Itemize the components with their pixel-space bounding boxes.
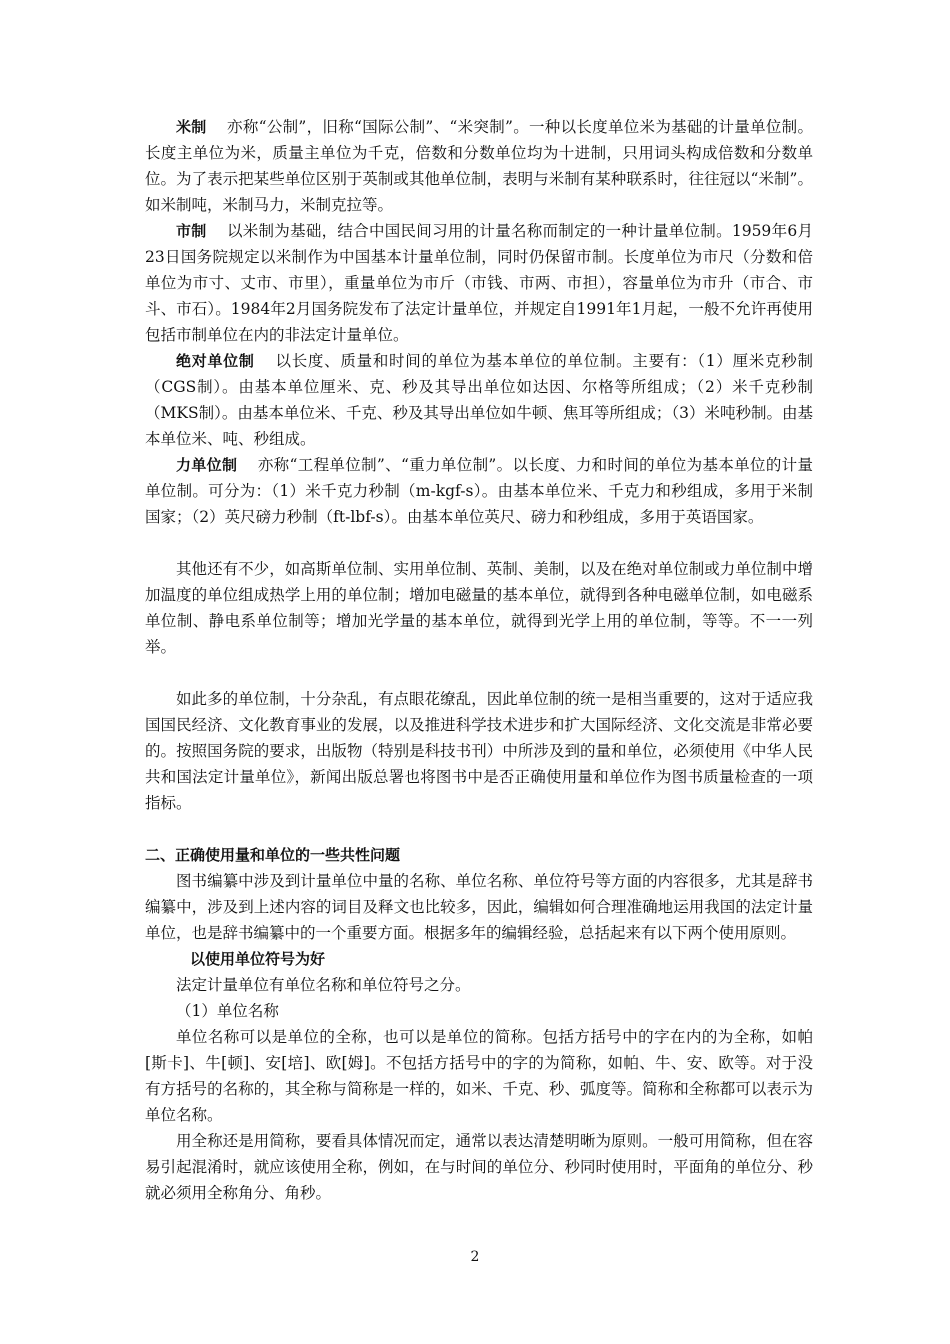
page-number: 2 (470, 1249, 480, 1265)
definition-market-system: 以米制为基础，结合中国民间习用的计量名称而制定的一种计量单位制。1959年6月23日国务院规定以米制作为中国基本计量单位制，同时仍保留市制。长度单位为市尺（分数和倍单位为市寸、丈市、市里），重量单位为市斤（市钱、市两、市担），容量单位为市升（市合、市斗、市石）。1984年2月国务院发布了法定计量单位，并规定自1991年1月起，一般不允许再使用包括市制单位在内的非法定计量单位。 (145, 222, 813, 344)
paragraph-force-system (145, 452, 813, 530)
paragraph-unit-names: 单位名称可以是单位的全称，也可以是单位的简称。包括方括号中的字在内的为全称，如帕[斯卡]、牛[顿]、安[培]、欧[姆]。不包括方括号中的字的为简称，如帕、牛、安、欧等。对于没有方括号的名称的，其全称与简称是一样的，如米、千克、秒、弧度等。简称和全称都可以表示为单位名称。 (145, 1028, 813, 1124)
paragraph-absolute-system (145, 348, 813, 452)
spacer (145, 530, 813, 556)
paragraph-full-or-short: 用全称还是用简称，要看具体情况而定，通常以表达清楚明晰为原则。一般可用简称，但在容易引起混淆时，就应该使用全称，例如，在与时间的单位分、秒同时使用时，平面角的单位分、秒就必须用全称角分、角秒。 (145, 1132, 813, 1202)
paragraph-unification: 如此多的单位制，十分杂乱，有点眼花缭乱，因此单位制的统一是相当重要的，这对于适应我国国民经济、文化教育事业的发展，以及推进科学技术进步和扩大国际经济、文化交流是非常必要的。按照国务院的要求，出版物（特别是科技书刊）中所涉及到的量和单位，必须使用《中华人民共和国法定计量单位》，新闻出版总署也将图书中是否正确使用量和单位作为图书质量检查的一项指标。 (145, 690, 813, 812)
definition-metric-system: 亦称“公制”，旧称“国际公制”、“米突制”。一种以长度单位米为基础的计量单位制。长度主单位为米，质量主单位为千克，倍数和分数单位均为十进制，只用词头构成倍数和分数单位。为了表示把某些单位区别于英制或其他单位制，表明与米制有某种联系时，往往冠以“米制”。如米制吨，米制马力，米制克拉等。 (145, 118, 813, 214)
list-item-unit-names: （1）单位名称 (176, 1002, 279, 1020)
term-metric-system: 米制 (176, 118, 207, 136)
section-heading-2: 二、正确使用量和单位的一些共性问题 (145, 846, 401, 864)
paragraph-other-systems: 其他还有不少，如高斯单位制、实用单位制、英制、美制，以及在绝对单位制或力单位制中增加温度的单位组成热学上用的单位制；增加电磁量的基本单位，就得到各种电磁单位制，如电磁系单位制、静电系单位制等；增加光学量的基本单位，就得到光学上用的单位制，等等。不一一列举。 (145, 560, 813, 656)
document-body (145, 114, 813, 1206)
term-force-system: 力单位制 (176, 456, 238, 474)
definition-absolute-system: 以长度、质量和时间的单位为基本单位的单位制。主要有：（1）厘米克秒制（CGS制）。由基本单位厘米、克、秒及其导出单位如达因、尔格等所组成；（2）米千克秒制（MKS制）。由基本单位米、千克、秒及其导出单位如牛顿、焦耳等所组成；（3）米吨秒制。由基本单位米、吨、秒组成。 (145, 352, 813, 448)
paragraph-legal-units: 法定计量单位有单位名称和单位符号之分。 (176, 976, 471, 994)
paragraph-intro: 图书编纂中涉及到计量单位中量的名称、单位名称、单位符号等方面的内容很多，尤其是辞书编纂中，涉及到上述内容的词目及释文也比较多，因此，编辑如何合理准确地运用我国的法定计量单位，也是辞书编纂中的一个重要方面。根据多年的编辑经验，总括起来有以下两个使用原则。 (145, 872, 813, 942)
term-absolute-system: 绝对单位制 (176, 352, 255, 370)
spacer (145, 816, 813, 842)
paragraph-metric-system (145, 114, 813, 218)
subheading-unit-symbols: 以使用单位符号为好 (190, 950, 326, 968)
term-market-system: 市制 (176, 222, 207, 240)
definition-force-system: 亦称“工程单位制”、“重力单位制”。以长度、力和时间的单位为基本单位的计量单位制。可分为：（1）米千克力秒制（m-kgf-s）。由基本单位米、千克力和秒组成，多用于米制国家；（2）英尺磅力秒制（ft-lbf-s）。由基本单位英尺、磅力和秒组成，多用于英语国家。 (145, 456, 813, 526)
paragraph-market-system (145, 218, 813, 348)
spacer (145, 660, 813, 686)
